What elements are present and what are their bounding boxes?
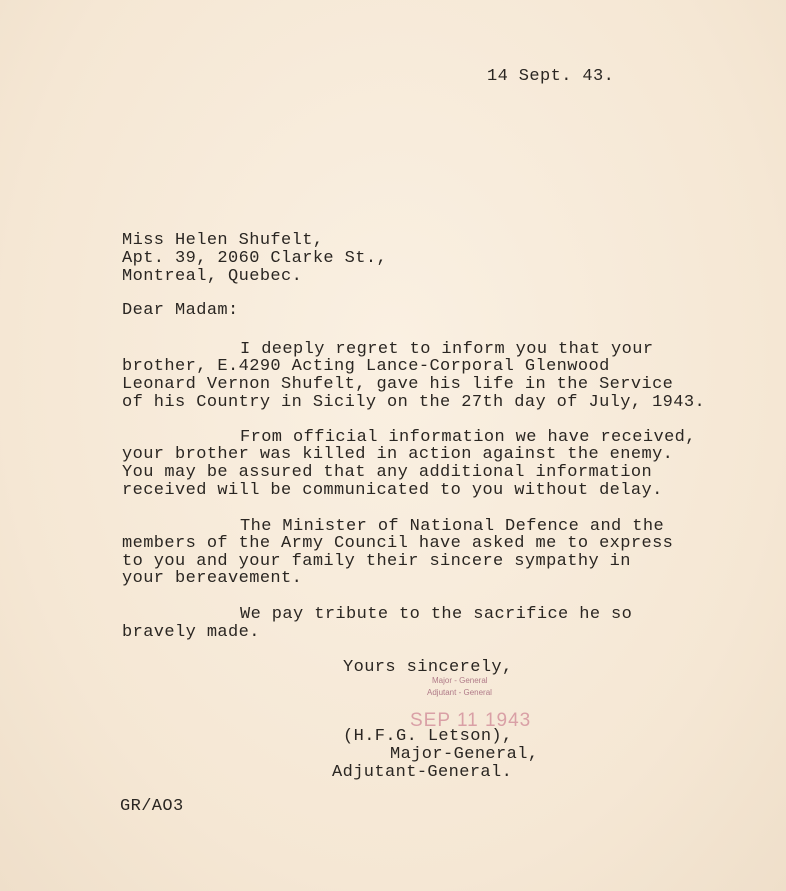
paragraph-line: received will be communicated to you without delay. xyxy=(122,481,663,500)
paragraph-line: of his Country in Sicily on the 27th day of July, 1943. xyxy=(122,393,706,412)
paragraph-line: From official information we have received, xyxy=(240,428,696,447)
paragraph-line: You may be assured that any additional information xyxy=(122,463,653,482)
signature-name: (H.F.G. Letson), xyxy=(343,727,513,746)
address-line: Montreal, Quebec. xyxy=(122,267,303,286)
date-stamp: SEP 11 1943 xyxy=(410,710,532,731)
paragraph-line: I deeply regret to inform you that your xyxy=(240,340,654,359)
stamp-title: Adjutant - General xyxy=(427,688,492,697)
paragraph-line: bravely made. xyxy=(122,623,260,642)
signature-rank: Major-General, xyxy=(390,745,539,764)
paragraph-line: We pay tribute to the sacrifice he so xyxy=(240,605,633,624)
paragraph-line: Leonard Vernon Shufelt, gave his life in the Service xyxy=(122,375,674,394)
reference-code: GR/AO3 xyxy=(120,797,184,816)
paragraph-line: brother, E.4290 Acting Lance-Corporal Glenwood xyxy=(122,357,610,376)
paragraph-line: The Minister of National Defence and the xyxy=(240,517,665,536)
paragraph-line: members of the Army Council have asked me to express xyxy=(122,534,674,553)
closing: Yours sincerely, xyxy=(343,658,513,677)
stamp-rank: Major - General xyxy=(432,676,488,685)
address-line: Apt. 39, 2060 Clarke St., xyxy=(122,249,388,268)
signature-title: Adjutant-General. xyxy=(332,763,513,782)
paragraph-line: your brother was killed in action against the enemy. xyxy=(122,445,674,464)
salutation: Dear Madam: xyxy=(122,301,239,320)
letter-date: 14 Sept. 43. xyxy=(487,67,615,86)
address-line: Miss Helen Shufelt, xyxy=(122,231,324,250)
paragraph-line: your bereavement. xyxy=(122,569,303,588)
paragraph-line: to you and your family their sincere sympathy in xyxy=(122,552,631,571)
